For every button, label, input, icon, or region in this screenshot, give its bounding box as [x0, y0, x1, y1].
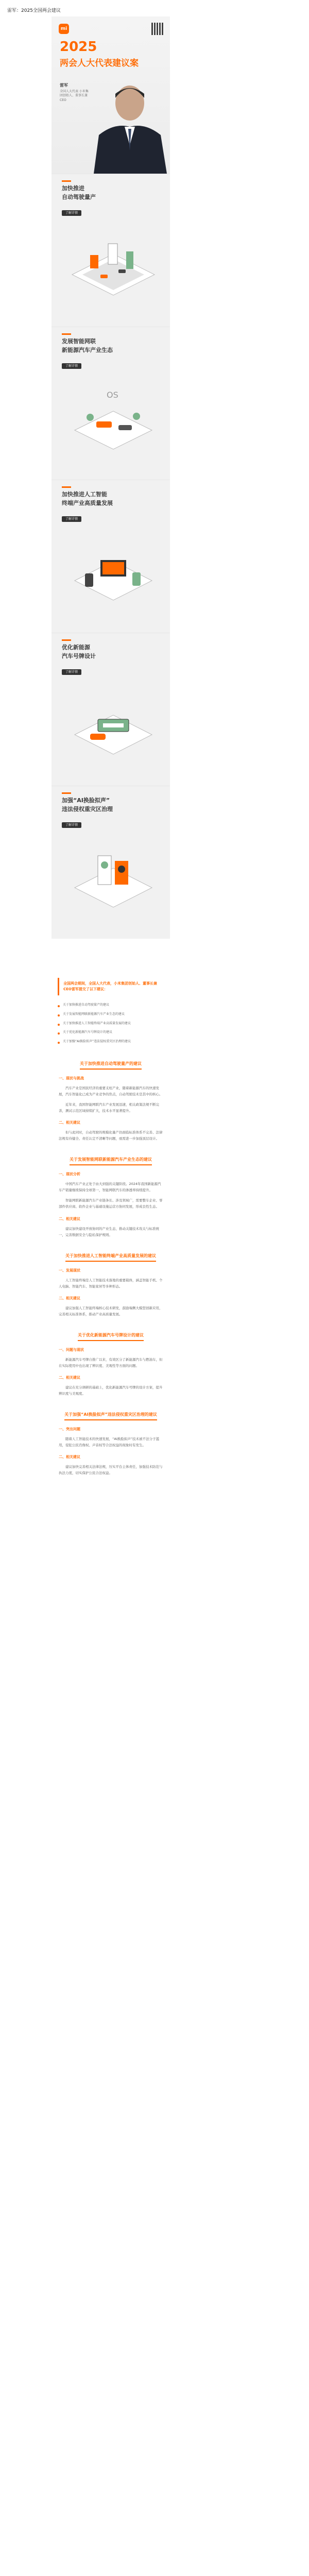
- speaker-portrait: [83, 73, 170, 174]
- card-detail-button[interactable]: 了解详情: [62, 822, 81, 828]
- list-item: 关于加强“AI换脸拟声”违法侵权重灾区治理的建议: [58, 1037, 164, 1046]
- card-title: [62, 490, 113, 507]
- section-ai-faceswap: [52, 1408, 170, 1476]
- section-subheading: 一、问题与现状: [59, 1347, 84, 1352]
- card-title-line1: 发展智能网联: [62, 338, 96, 345]
- list-item: 关于加快推进自动驾驶量产的建议: [58, 1001, 164, 1010]
- hero-year: 2025: [60, 39, 97, 55]
- card-accent-bar: [62, 792, 71, 794]
- card-detail-button[interactable]: 了解详情: [62, 516, 81, 522]
- card-title-line1: 加强“AI换脸拟声”: [62, 797, 110, 804]
- list-item: 关于发展智能网联新能源汽车产业生态的建议: [58, 1010, 164, 1019]
- card-title-line1: 优化新能源: [62, 644, 90, 651]
- paragraph: 随着人工智能技术的快速发展，“AI换脸拟声”技术被不法分子滥用，侵犯公民肖像权、声音权等合法权益的现象时有发生。: [59, 1436, 160, 1447]
- faceswap-illustration: [70, 835, 157, 928]
- speaker-role: 全国人大代表 小米集团创始人、董事长兼CEO: [60, 90, 89, 102]
- section-ev-ecosystem: [52, 1153, 170, 1238]
- section-subheading: 二、相关建议: [59, 1454, 80, 1459]
- card-ai-faceswap[interactable]: [52, 786, 170, 939]
- ev-ecosystem-illustration: [70, 376, 157, 469]
- article-body: [52, 969, 170, 1480]
- card-title-line2: 终端产业高质量发展: [62, 499, 113, 506]
- section-subheading: 二、相关建议: [59, 1216, 80, 1221]
- poster: [52, 16, 170, 939]
- paragraph: 人工智能终端是人工智能技术落地的重要载体，涵盖智能手机、个人电脑、智能汽车、智能家居等多种形态。: [59, 1278, 163, 1289]
- section-subheading: 二、相关建议: [59, 1121, 80, 1125]
- window-titlebar: [0, 0, 309, 16]
- paragraph: 建议在充分调研的基础上，优化新能源汽车号牌的设计方案，提升辨识度与美观度。: [59, 1385, 163, 1396]
- qr-code-icon: [151, 23, 164, 35]
- section-heading: 关于加快推进自动驾驶量产的建议: [80, 1061, 142, 1070]
- section-heading: 关于加快推进人工智能终端产业高质量发展的建议: [65, 1253, 156, 1262]
- card-license-plate[interactable]: [52, 633, 170, 786]
- paragraph: 新能源汽车号牌自推广以来，有效区分了新能源汽车与燃油车，但在实际使用中也出现了辨识度、美观性等方面的问题。: [59, 1357, 163, 1368]
- section-subheading: 二、相关建议: [59, 1296, 80, 1300]
- section-subheading: 一、突出问题: [59, 1427, 80, 1431]
- section-ai-terminals: [52, 1249, 170, 1317]
- card-title: [62, 643, 96, 660]
- paragraph: 建议加快完善相关法律法规，压实平台主体责任，加强技术防范与执法力度，切实保护公民合法权益。: [59, 1464, 163, 1475]
- section-autonomous: [52, 1057, 170, 1142]
- card-ev-ecosystem[interactable]: [52, 327, 170, 480]
- section-license-plate: [52, 1329, 170, 1397]
- card-detail-button[interactable]: 了解详情: [62, 210, 81, 216]
- proposal-list: [58, 1001, 164, 1046]
- card-detail-button[interactable]: 了解详情: [62, 669, 81, 675]
- section-subheading: 一、现状分析: [59, 1172, 80, 1177]
- section-heading: 关于优化新能源汽车号牌设计的建议: [78, 1332, 144, 1341]
- speaker-name: 雷军: [60, 83, 68, 88]
- license-plate-illustration: [70, 682, 157, 775]
- card-title: [62, 796, 113, 814]
- section-heading: 关于加强“AI换脸拟声”违法侵权重灾区治理的建议: [64, 1412, 157, 1420]
- card-detail-button[interactable]: 了解详情: [62, 363, 81, 369]
- svg-text:OS: OS: [107, 390, 118, 400]
- card-accent-bar: [62, 180, 71, 182]
- paragraph: 中国汽车产业正处于由大到强的关键阶段。2024年我国新能源汽车产销量继续保持全球第一，智能网联汽车的渗透率持续提升。: [59, 1182, 161, 1193]
- section-subheading: 二、相关建议: [59, 1375, 80, 1380]
- paragraph: 近年来，我国智能网联汽车产业发展迅速，相关政策法规不断完善，测试示范区域持续扩大，技术水平显著提升。: [59, 1103, 159, 1113]
- window-title: 雷军：2025全国两会建议: [7, 8, 61, 13]
- card-title-line2: 汽车号牌设计: [62, 652, 96, 659]
- ai-devices-illustration: [70, 529, 157, 622]
- card-title: [62, 337, 113, 354]
- list-item: 关于优化新能源汽车号牌设计的建议: [58, 1028, 164, 1037]
- card-title-line2: 新能源汽车产业生态: [62, 346, 113, 353]
- city-road-illustration: [70, 223, 157, 316]
- paragraph: 建议加强人工智能终端核心技术研发，鼓励端侧大模型创新应用，完善相关标准体系，推动产业高质量发展。: [59, 1306, 163, 1316]
- card-title-line2: 违法侵权重灾区治理: [62, 805, 113, 812]
- hero-banner: [52, 16, 170, 174]
- article-intro: 全国两会期间，全国人大代表，小米集团创始人、董事长兼CEO雷军提交了以下建议：: [58, 978, 164, 995]
- card-title-line1: 加快推进人工智能: [62, 491, 107, 498]
- section-heading: 关于发展智能网联新能源汽车产业生态的建议: [70, 1157, 152, 1165]
- paragraph: 但与此同时，自动驾驶的规模化量产仍面临标准体系不完善、法律法规有待健全、责任认定不清晰等问题，亟需进一步加强顶层设计。: [59, 1130, 163, 1141]
- mi-logo: mi: [59, 24, 69, 34]
- card-accent-bar: [62, 486, 71, 488]
- card-title-line1: 加快推进: [62, 185, 84, 192]
- card-accent-bar: [62, 639, 71, 641]
- hero-headline: 两会人大代表建议案: [60, 58, 139, 69]
- section-subheading: 一、现状与挑战: [59, 1076, 84, 1081]
- paragraph: 汽车产业是国民经济的重要支柱产业，随着新能源汽车的快速发展，汽车智能化已成为产业竞争的焦点，自动驾驶技术是其中的核心。: [59, 1086, 163, 1097]
- card-accent-bar: [62, 333, 71, 335]
- list-item: 关于加快推进人工智能终端产业高质量发展的建议: [58, 1019, 164, 1028]
- paragraph: 建议加快建设开放协同的产业生态，推动关键技术攻关与标准统一，完善数据安全与隐私保护规则。: [59, 1226, 159, 1237]
- paragraph: 智能网联新能源汽车产业链条长、涉及领域广，需要整车企业、零部件供应商、软件企业与基础设施运营方协同发展，形成良性生态。: [59, 1198, 163, 1209]
- card-title-line2: 自动驾驶量产: [62, 193, 96, 200]
- card-title: [62, 184, 96, 201]
- card-autonomous-driving[interactable]: [52, 174, 170, 327]
- card-ai-terminals[interactable]: [52, 480, 170, 633]
- section-subheading: 一、发展现状: [59, 1268, 80, 1273]
